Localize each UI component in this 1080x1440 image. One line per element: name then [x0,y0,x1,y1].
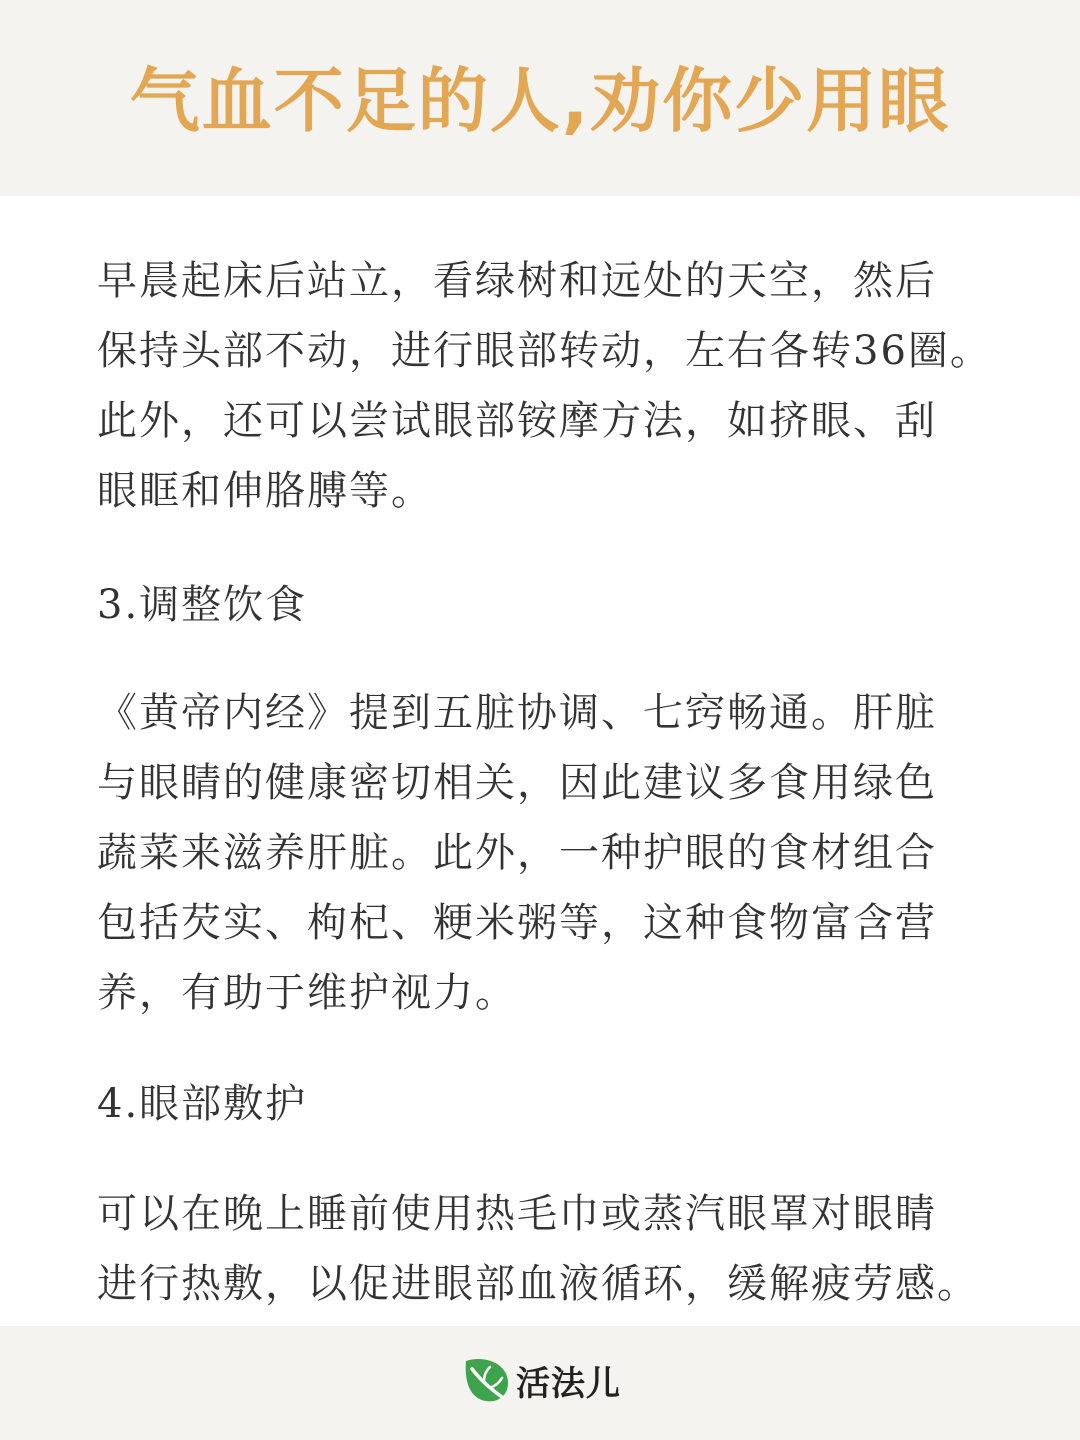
section-heading-compress: 4.眼部敷护 [97,1081,308,1127]
text-line: 眼眶和伸胳膊等。 [97,468,433,514]
header [0,0,1080,196]
text-line: 早晨起床后站立，看绿树和远处的天空，然后 [97,258,937,304]
brand-name: 活法儿 [516,1363,621,1404]
text-line: 进行热敷，以促进眼部血液循环，缓解疲劳感。 [97,1261,979,1307]
text-line: 包括芡实、枸杞、粳米粥等，这种食物富含营 [97,900,937,946]
text-line: 蔬菜来滋养肝脏。此外，一种护眼的食材组合 [97,830,937,876]
text-line: 可以在晚上睡前使用热毛巾或蒸汽眼罩对眼睛 [97,1191,937,1237]
text-line: 与眼睛的健康密切相关，因此建议多食用绿色 [97,760,937,806]
leaf-icon [462,1355,512,1405]
article-body [0,196,1080,1326]
text-line: 养，有助于维护视力。 [97,970,517,1016]
paragraph-eye-exercise [97,246,997,526]
paragraph-diet [97,678,997,1028]
text-line: 此外，还可以尝试眼部铵摩方法，如挤眼、刮 [97,398,937,444]
page-title: 气血不足的人,劝你少用眼 [129,60,951,142]
footer [0,1326,1080,1440]
paragraph-compress [97,1179,997,1319]
section-heading-diet: 3.调整饮食 [97,582,308,628]
brand-logo [462,1354,621,1406]
text-line: 保持头部不动，进行眼部转动，左右各转36圈。 [97,328,992,374]
text-line: 《黄帝内经》提到五脏协调、七窍畅通。肝脏 [97,690,937,736]
